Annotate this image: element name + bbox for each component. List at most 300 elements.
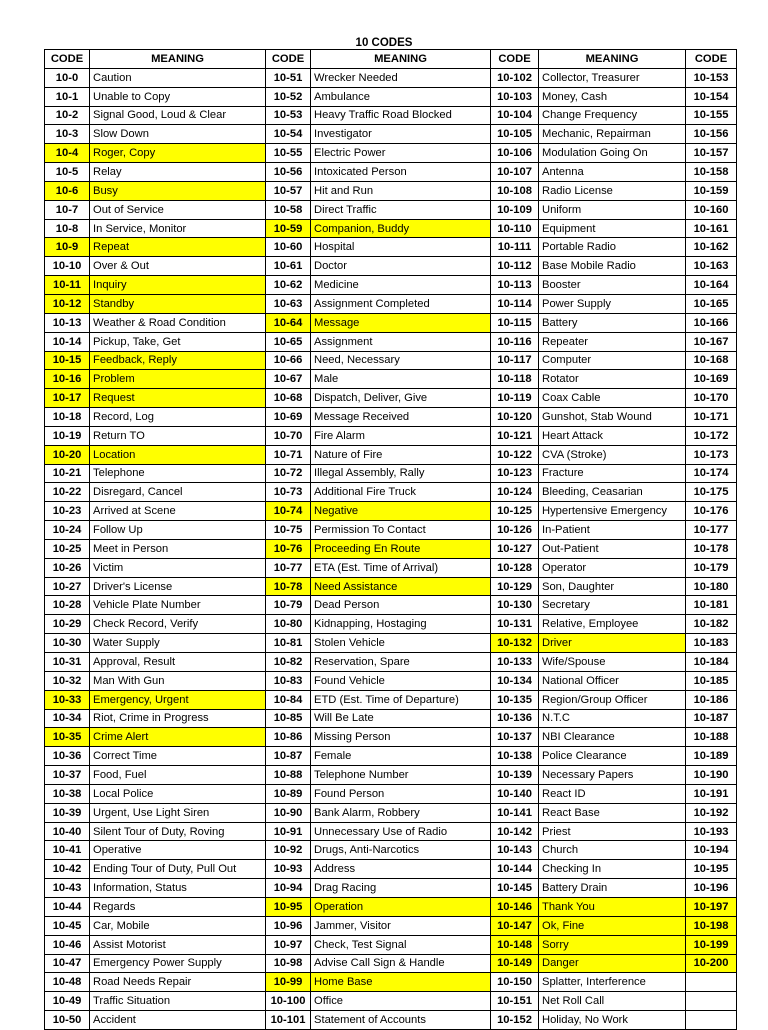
code-cell: 10-113: [491, 276, 539, 295]
meaning-cell: Negative: [311, 502, 491, 521]
meaning-cell: Signal Good, Loud & Clear: [90, 106, 266, 125]
meaning-cell: Crime Alert: [90, 728, 266, 747]
table-row: [45, 935, 737, 954]
table-row: [45, 822, 737, 841]
code-cell: 10-14: [45, 332, 90, 351]
meaning-cell: Hypertensive Emergency: [539, 502, 686, 521]
meaning-cell: Net Roll Call: [539, 992, 686, 1011]
meaning-cell: Drag Racing: [311, 879, 491, 898]
table-row: [45, 144, 737, 163]
code-cell: 10-189: [686, 747, 737, 766]
meaning-cell: Proceeding En Route: [311, 539, 491, 558]
code-cell: 10-0: [45, 68, 90, 87]
meaning-cell: Ok, Fine: [539, 916, 686, 935]
code-cell: 10-16: [45, 370, 90, 389]
code-cell: 10-78: [266, 577, 311, 596]
code-cell: 10-57: [266, 181, 311, 200]
table-row: [45, 1011, 737, 1030]
table-row: [45, 426, 737, 445]
meaning-cell: Inquiry: [90, 276, 266, 295]
meaning-cell: Change Frequency: [539, 106, 686, 125]
code-cell: 10-176: [686, 502, 737, 521]
table-row: [45, 690, 737, 709]
code-cell: 10-71: [266, 445, 311, 464]
table-row: [45, 238, 737, 257]
code-cell: 10-95: [266, 897, 311, 916]
code-cell: 10-105: [491, 125, 539, 144]
code-cell: 10-173: [686, 445, 737, 464]
code-cell: 10-72: [266, 464, 311, 483]
code-cell: 10-38: [45, 784, 90, 803]
code-cell: 10-100: [266, 992, 311, 1011]
code-cell: 10-161: [686, 219, 737, 238]
meaning-cell: Out of Service: [90, 200, 266, 219]
meaning-cell: Intoxicated Person: [311, 163, 491, 182]
code-cell: 10-8: [45, 219, 90, 238]
meaning-cell: Statement of Accounts: [311, 1011, 491, 1030]
meaning-cell: Hospital: [311, 238, 491, 257]
header-code-2: CODE: [266, 50, 311, 69]
code-cell: 10-52: [266, 87, 311, 106]
meaning-cell: Location: [90, 445, 266, 464]
meaning-cell: Antenna: [539, 163, 686, 182]
meaning-cell: ETA (Est. Time of Arrival): [311, 558, 491, 577]
code-cell: 10-191: [686, 784, 737, 803]
meaning-cell: Companion, Buddy: [311, 219, 491, 238]
meaning-cell: Relative, Employee: [539, 615, 686, 634]
code-cell: 10-39: [45, 803, 90, 822]
code-cell: 10-165: [686, 294, 737, 313]
code-cell: 10-29: [45, 615, 90, 634]
meaning-cell: Splatter, Interference: [539, 973, 686, 992]
code-cell: 10-187: [686, 709, 737, 728]
meaning-cell: Over & Out: [90, 257, 266, 276]
meaning-cell: Church: [539, 841, 686, 860]
meaning-cell: Approval, Result: [90, 653, 266, 672]
code-cell: 10-110: [491, 219, 539, 238]
code-cell: 10-67: [266, 370, 311, 389]
code-cell: 10-133: [491, 653, 539, 672]
code-cell: 10-158: [686, 163, 737, 182]
code-cell: 10-198: [686, 916, 737, 935]
code-cell: 10-150: [491, 973, 539, 992]
table-row: [45, 992, 737, 1011]
code-cell: 10-169: [686, 370, 737, 389]
meaning-cell: Need, Necessary: [311, 351, 491, 370]
code-cell: 10-63: [266, 294, 311, 313]
meaning-cell: Heavy Traffic Road Blocked: [311, 106, 491, 125]
code-cell: 10-4: [45, 144, 90, 163]
header-code-1: CODE: [45, 50, 90, 69]
meaning-cell: Checking In: [539, 860, 686, 879]
code-cell: 10-102: [491, 68, 539, 87]
header-code-4: CODE: [686, 50, 737, 69]
code-cell: 10-11: [45, 276, 90, 295]
table-row: [45, 351, 737, 370]
header-code-3: CODE: [491, 50, 539, 69]
meaning-cell: Operation: [311, 897, 491, 916]
code-cell: 10-27: [45, 577, 90, 596]
meaning-cell: Problem: [90, 370, 266, 389]
meaning-cell: In Service, Monitor: [90, 219, 266, 238]
code-cell: 10-186: [686, 690, 737, 709]
code-cell: 10-127: [491, 539, 539, 558]
meaning-cell: Check, Test Signal: [311, 935, 491, 954]
code-cell: 10-23: [45, 502, 90, 521]
meaning-cell: Female: [311, 747, 491, 766]
code-cell: 10-34: [45, 709, 90, 728]
code-cell: 10-19: [45, 426, 90, 445]
code-cell: 10-153: [686, 68, 737, 87]
code-cell: 10-197: [686, 897, 737, 916]
meaning-cell: Driver: [539, 634, 686, 653]
meaning-cell: Arrived at Scene: [90, 502, 266, 521]
table-row: [45, 747, 737, 766]
table-row: [45, 502, 737, 521]
meaning-cell: Repeat: [90, 238, 266, 257]
code-cell: 10-112: [491, 257, 539, 276]
code-cell: 10-178: [686, 539, 737, 558]
table-row: [45, 200, 737, 219]
code-cell: 10-40: [45, 822, 90, 841]
code-cell: 10-117: [491, 351, 539, 370]
table-row: [45, 709, 737, 728]
meaning-cell: Check Record, Verify: [90, 615, 266, 634]
code-cell: 10-166: [686, 313, 737, 332]
code-cell: 10-163: [686, 257, 737, 276]
code-cell: 10-49: [45, 992, 90, 1011]
code-cell: 10-183: [686, 634, 737, 653]
code-cell: 10-147: [491, 916, 539, 935]
meaning-cell: Need Assistance: [311, 577, 491, 596]
code-cell: 10-24: [45, 521, 90, 540]
meaning-cell: Missing Person: [311, 728, 491, 747]
code-cell: 10-104: [491, 106, 539, 125]
meaning-cell: Dispatch, Deliver, Give: [311, 389, 491, 408]
table-row: [45, 464, 737, 483]
code-cell: 10-7: [45, 200, 90, 219]
meaning-cell: Son, Daughter: [539, 577, 686, 596]
code-cell: 10-10: [45, 257, 90, 276]
code-cell: 10-138: [491, 747, 539, 766]
code-cell: 10-159: [686, 181, 737, 200]
table-row: [45, 313, 737, 332]
meaning-cell: Vehicle Plate Number: [90, 596, 266, 615]
code-cell: 10-120: [491, 408, 539, 427]
meaning-cell: Electric Power: [311, 144, 491, 163]
meaning-cell: Address: [311, 860, 491, 879]
meaning-cell: Riot, Crime in Progress: [90, 709, 266, 728]
meaning-cell: Ambulance: [311, 87, 491, 106]
code-cell: 10-25: [45, 539, 90, 558]
meaning-cell: Investigator: [311, 125, 491, 144]
code-cell: 10-48: [45, 973, 90, 992]
code-cell: 10-124: [491, 483, 539, 502]
meaning-cell: N.T.C: [539, 709, 686, 728]
meaning-cell: Correct Time: [90, 747, 266, 766]
code-cell: 10-146: [491, 897, 539, 916]
meaning-cell: Assignment Completed: [311, 294, 491, 313]
meaning-cell: Relay: [90, 163, 266, 182]
code-cell: 10-66: [266, 351, 311, 370]
meaning-cell: Emergency Power Supply: [90, 954, 266, 973]
code-cell: 10-196: [686, 879, 737, 898]
table-row: [45, 558, 737, 577]
code-cell: 10-61: [266, 257, 311, 276]
code-cell: 10-128: [491, 558, 539, 577]
meaning-cell: Car, Mobile: [90, 916, 266, 935]
table-row: [45, 973, 737, 992]
table-row: [45, 879, 737, 898]
meaning-cell: In-Patient: [539, 521, 686, 540]
table-row: [45, 784, 737, 803]
code-cell: 10-75: [266, 521, 311, 540]
code-cell: 10-1: [45, 87, 90, 106]
header-meaning-3: MEANING: [539, 50, 686, 69]
table-row: [45, 766, 737, 785]
table-row: [45, 389, 737, 408]
meaning-cell: Victim: [90, 558, 266, 577]
code-cell: 10-139: [491, 766, 539, 785]
code-cell: 10-200: [686, 954, 737, 973]
code-cell: 10-141: [491, 803, 539, 822]
meaning-cell: Modulation Going On: [539, 144, 686, 163]
meaning-cell: Advise Call Sign & Handle: [311, 954, 491, 973]
code-cell: 10-125: [491, 502, 539, 521]
meaning-cell: Equipment: [539, 219, 686, 238]
meaning-cell: Secretary: [539, 596, 686, 615]
meaning-cell: Found Vehicle: [311, 671, 491, 690]
code-cell: 10-17: [45, 389, 90, 408]
table-row: [45, 577, 737, 596]
code-cell: 10-84: [266, 690, 311, 709]
code-cell: 10-65: [266, 332, 311, 351]
code-cell: 10-35: [45, 728, 90, 747]
meaning-cell: Telephone Number: [311, 766, 491, 785]
meaning-cell: Ending Tour of Duty, Pull Out: [90, 860, 266, 879]
code-cell: 10-175: [686, 483, 737, 502]
code-cell: 10-80: [266, 615, 311, 634]
meaning-cell: Man With Gun: [90, 671, 266, 690]
header-meaning-1: MEANING: [90, 50, 266, 69]
table-row: [45, 841, 737, 860]
code-cell: 10-136: [491, 709, 539, 728]
meaning-cell: Additional Fire Truck: [311, 483, 491, 502]
table-row: [45, 860, 737, 879]
code-cell: 10-114: [491, 294, 539, 313]
code-cell: 10-156: [686, 125, 737, 144]
code-cell: 10-116: [491, 332, 539, 351]
meaning-cell: Direct Traffic: [311, 200, 491, 219]
code-cell: 10-168: [686, 351, 737, 370]
code-cell: 10-152: [491, 1011, 539, 1030]
meaning-cell: Nature of Fire: [311, 445, 491, 464]
meaning-cell: Pickup, Take, Get: [90, 332, 266, 351]
meaning-cell: Operative: [90, 841, 266, 860]
code-cell: 10-170: [686, 389, 737, 408]
code-cell: 10-46: [45, 935, 90, 954]
meaning-cell: Driver's License: [90, 577, 266, 596]
code-cell: 10-188: [686, 728, 737, 747]
page-title: 10 CODES: [355, 37, 413, 49]
meaning-cell: Wife/Spouse: [539, 653, 686, 672]
meaning-cell: ETD (Est. Time of Departure): [311, 690, 491, 709]
meaning-cell: Will Be Late: [311, 709, 491, 728]
meaning-cell: Roger, Copy: [90, 144, 266, 163]
code-cell: 10-62: [266, 276, 311, 295]
meaning-cell: Danger: [539, 954, 686, 973]
table-row: [45, 219, 737, 238]
code-cell: 10-26: [45, 558, 90, 577]
code-cell: 10-109: [491, 200, 539, 219]
code-cell: 10-107: [491, 163, 539, 182]
meaning-cell: Feedback, Reply: [90, 351, 266, 370]
code-cell: 10-22: [45, 483, 90, 502]
code-cell: 10-69: [266, 408, 311, 427]
meaning-cell: Regards: [90, 897, 266, 916]
meaning-cell: Out-Patient: [539, 539, 686, 558]
meaning-cell: React ID: [539, 784, 686, 803]
code-cell: 10-97: [266, 935, 311, 954]
code-cell: 10-51: [266, 68, 311, 87]
code-cell: 10-20: [45, 445, 90, 464]
code-cell: 10-140: [491, 784, 539, 803]
code-cell: 10-37: [45, 766, 90, 785]
code-cell: 10-53: [266, 106, 311, 125]
meaning-cell: Holiday, No Work: [539, 1011, 686, 1030]
meaning-cell: Booster: [539, 276, 686, 295]
table-row: [45, 294, 737, 313]
meaning-cell: Mechanic, Repairman: [539, 125, 686, 144]
code-cell: 10-31: [45, 653, 90, 672]
meaning-cell: Gunshot, Stab Wound: [539, 408, 686, 427]
meaning-cell: Emergency, Urgent: [90, 690, 266, 709]
table-row: [45, 615, 737, 634]
code-cell: 10-28: [45, 596, 90, 615]
code-cell: 10-77: [266, 558, 311, 577]
code-cell: 10-76: [266, 539, 311, 558]
table-row: [45, 897, 737, 916]
code-cell: 10-192: [686, 803, 737, 822]
code-cell: 10-13: [45, 313, 90, 332]
header-row: [45, 50, 737, 69]
meaning-cell: Police Clearance: [539, 747, 686, 766]
code-cell: 10-160: [686, 200, 737, 219]
meaning-cell: Operator: [539, 558, 686, 577]
code-cell: 10-184: [686, 653, 737, 672]
code-cell: [686, 1011, 737, 1030]
meaning-cell: Heart Attack: [539, 426, 686, 445]
code-cell: 10-148: [491, 935, 539, 954]
meaning-cell: Male: [311, 370, 491, 389]
code-cell: 10-123: [491, 464, 539, 483]
code-cell: 10-15: [45, 351, 90, 370]
code-cell: 10-143: [491, 841, 539, 860]
meaning-cell: Disregard, Cancel: [90, 483, 266, 502]
meaning-cell: CVA (Stroke): [539, 445, 686, 464]
meaning-cell: Home Base: [311, 973, 491, 992]
meaning-cell: Base Mobile Radio: [539, 257, 686, 276]
meaning-cell: Thank You: [539, 897, 686, 916]
code-cell: 10-164: [686, 276, 737, 295]
meaning-cell: Food, Fuel: [90, 766, 266, 785]
meaning-cell: Meet in Person: [90, 539, 266, 558]
code-cell: 10-94: [266, 879, 311, 898]
code-cell: 10-98: [266, 954, 311, 973]
code-cell: 10-64: [266, 313, 311, 332]
code-cell: [686, 992, 737, 1011]
code-cell: 10-193: [686, 822, 737, 841]
code-cell: 10-88: [266, 766, 311, 785]
code-cell: 10-81: [266, 634, 311, 653]
meaning-cell: Urgent, Use Light Siren: [90, 803, 266, 822]
meaning-cell: Caution: [90, 68, 266, 87]
code-cell: 10-68: [266, 389, 311, 408]
meaning-cell: Water Supply: [90, 634, 266, 653]
code-cell: 10-41: [45, 841, 90, 860]
meaning-cell: Drugs, Anti-Narcotics: [311, 841, 491, 860]
code-cell: 10-145: [491, 879, 539, 898]
code-cell: 10-199: [686, 935, 737, 954]
code-cell: 10-59: [266, 219, 311, 238]
meaning-cell: Doctor: [311, 257, 491, 276]
code-cell: 10-3: [45, 125, 90, 144]
meaning-cell: Dead Person: [311, 596, 491, 615]
code-cell: 10-21: [45, 464, 90, 483]
code-cell: 10-79: [266, 596, 311, 615]
code-cell: 10-167: [686, 332, 737, 351]
meaning-cell: Traffic Situation: [90, 992, 266, 1011]
meaning-cell: Battery: [539, 313, 686, 332]
meaning-cell: Necessary Papers: [539, 766, 686, 785]
meaning-cell: Accident: [90, 1011, 266, 1030]
meaning-cell: Fire Alarm: [311, 426, 491, 445]
code-cell: 10-111: [491, 238, 539, 257]
code-cell: 10-87: [266, 747, 311, 766]
meaning-cell: Reservation, Spare: [311, 653, 491, 672]
code-cell: 10-131: [491, 615, 539, 634]
meaning-cell: Hit and Run: [311, 181, 491, 200]
table-row: [45, 954, 737, 973]
code-cell: 10-85: [266, 709, 311, 728]
table-row: [45, 68, 737, 87]
meaning-cell: Busy: [90, 181, 266, 200]
code-cell: 10-36: [45, 747, 90, 766]
code-cell: 10-45: [45, 916, 90, 935]
code-cell: 10-18: [45, 408, 90, 427]
meaning-cell: Permission To Contact: [311, 521, 491, 540]
code-cell: 10-157: [686, 144, 737, 163]
code-cell: 10-177: [686, 521, 737, 540]
table-row: [45, 671, 737, 690]
code-cell: 10-172: [686, 426, 737, 445]
code-cell: 10-155: [686, 106, 737, 125]
code-cell: 10-56: [266, 163, 311, 182]
meaning-cell: Money, Cash: [539, 87, 686, 106]
code-cell: 10-118: [491, 370, 539, 389]
code-cell: 10-194: [686, 841, 737, 860]
table-row: [45, 634, 737, 653]
code-cell: 10-101: [266, 1011, 311, 1030]
meaning-cell: Priest: [539, 822, 686, 841]
code-cell: 10-86: [266, 728, 311, 747]
table-row: [45, 276, 737, 295]
meaning-cell: Radio License: [539, 181, 686, 200]
table-row: [45, 539, 737, 558]
code-cell: 10-103: [491, 87, 539, 106]
code-cell: 10-91: [266, 822, 311, 841]
meaning-cell: Assist Motorist: [90, 935, 266, 954]
